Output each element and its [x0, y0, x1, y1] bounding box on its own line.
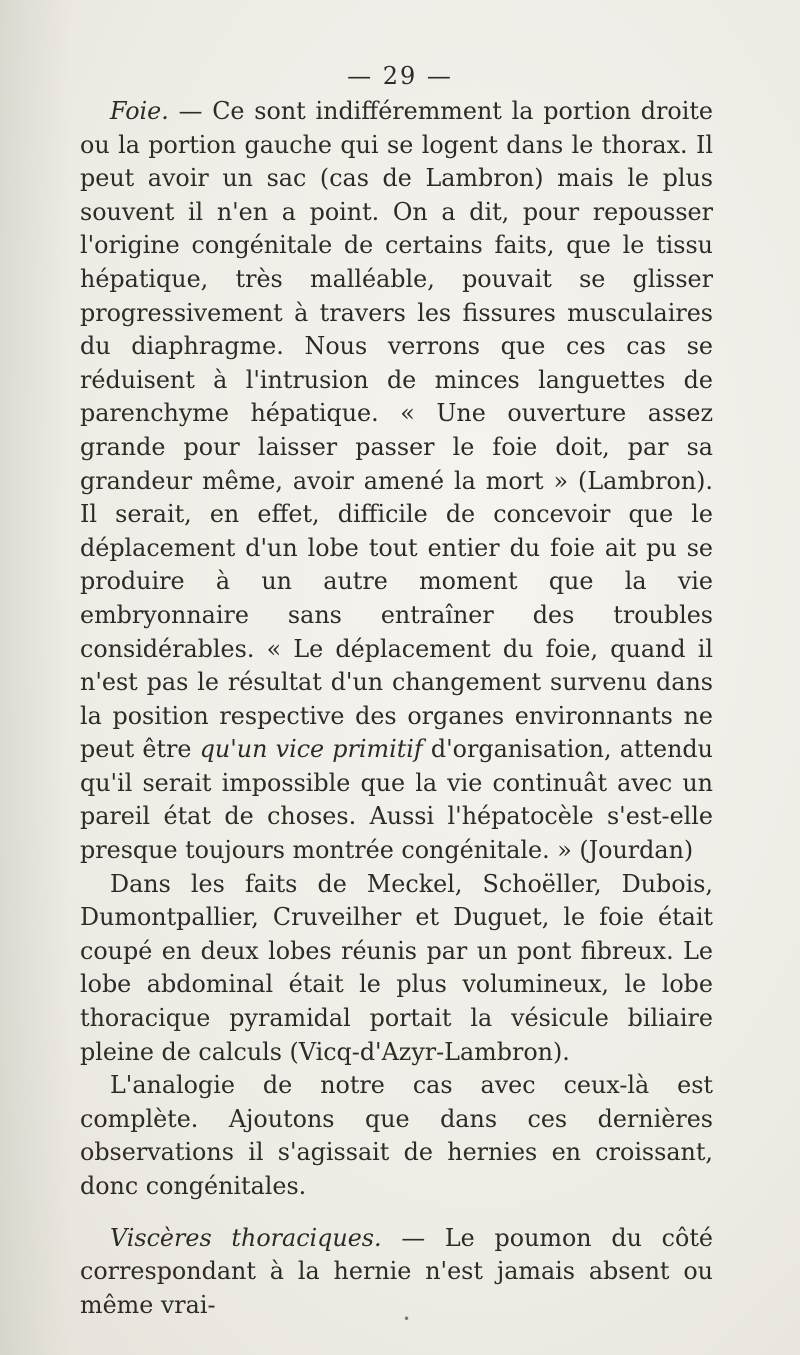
- paragraph-foie-text: — Ce sont indifféremment la portion droite ou la portion gauche qui se logent dans le thorax. Il peut avoir un sac (cas de Lambron) mais le plus souvent il n'en a point. On a dit, pour repousser l'origine congénitale de certains faits, que le tissu hépatique, très malléable, pouvait se glisser progressivement à travers les fissures musculaires du diaphragme. Nous verrons que ces cas se réduisent à l'intrusion de minces languettes de parenchyme hépatique. « Une ouverture assez grande pour laisser passer le foie doit, par sa grandeur même, avoir amené la mort » (Lambron). Il serait, en effet, difficile de concevoir que le déplacement d'un lobe tout entier du foie ait pu se produire à un autre moment que la vie embryonnaire sans entraîner des troubles considérables. « Le déplacement du foie, quand il n'est pas le résultat d'un changement survenu dans la position respective des organes environnants ne peut être: [80, 97, 713, 764]
- footer-mark: •: [403, 1312, 411, 1326]
- page-number: — 29 —: [347, 62, 453, 90]
- paragraph-foie-text-end: d'organisation, attendu qu'il serait impossible que la vie continuât avec un pareil état de choses. Aussi l'hépatocèle s'est-elle presque toujours montrée congénitale. » (Jourdan): [80, 735, 713, 865]
- paragraph-analogie: L'analogie de notre cas avec ceux-là est complète. Ajoutons que dans ces dernières observations il s'agissait de hernies en croissant, donc congénitales.: [80, 1071, 713, 1200]
- body-text: [80, 95, 713, 1322]
- binding-shadow: [0, 0, 70, 1355]
- italic-phrase: qu'un vice primitif: [199, 735, 423, 764]
- paragraph-foie: [80, 95, 713, 868]
- paragraph-visceres: [80, 1222, 713, 1323]
- section-lead-foie: Foie.: [110, 97, 169, 125]
- paragraph-faits: Dans les faits de Meckel, Schoëller, Dubois, Dumontpallier, Cruveilher et Duguet, le foie était coupé en deux lobes réunis par un pont fibreux. Le lobe abdominal était le plus volumineux, le lobe thoracique pyramidal portait la vésicule biliaire pleine de calculs (Vicq-d'Azyr-Lambron).: [80, 869, 713, 1066]
- section-lead-visceres: Viscères thoraciques.: [110, 1223, 382, 1252]
- paragraph-visceres-text: — Le poumon du côté correspondant à la hernie n'est jamais absent ou même vrai-: [80, 1223, 713, 1319]
